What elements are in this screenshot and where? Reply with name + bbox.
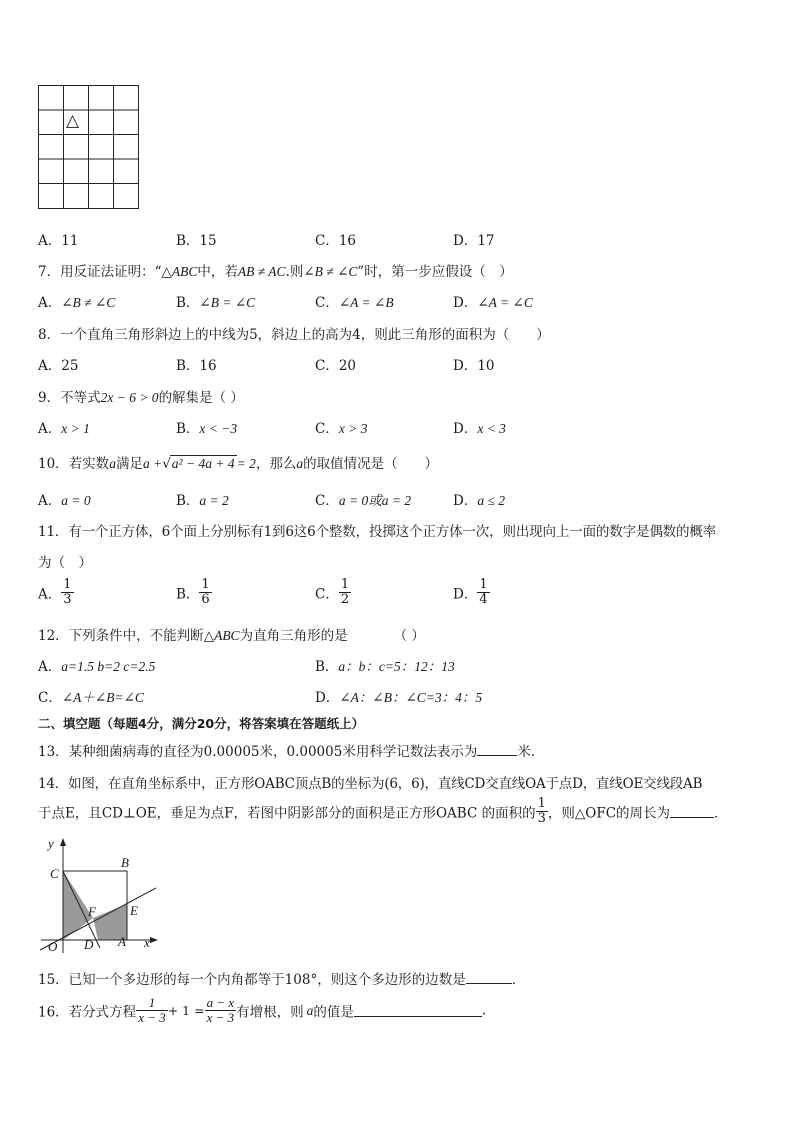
q15-stem: 15．已知一个多边形的每一个内角都等于108°，则这个多边形的边数是 ． bbox=[38, 972, 526, 988]
q6-option-a[interactable]: A．11 bbox=[38, 233, 79, 249]
label-a: A bbox=[118, 934, 126, 949]
q10-option-c[interactable]: C．a = 0或a = 2 bbox=[315, 493, 412, 509]
label-x: x bbox=[144, 935, 150, 950]
q12-option-a[interactable]: A．a=1.5 b=2 c=2.5 bbox=[38, 659, 156, 675]
q14-line1: 14．如图，在直角坐标系中，正方形OABC顶点B的坐标为(6，6)，直线CD交直线OA于点D，直线OE交线段AB bbox=[38, 776, 703, 792]
q6-option-c[interactable]: C．16 bbox=[315, 233, 357, 249]
q16-answer-blank[interactable] bbox=[354, 1004, 482, 1017]
q11-option-d[interactable]: D． $\frac{1}{4}$ bbox=[453, 577, 488, 607]
q14-answer-blank[interactable] bbox=[670, 805, 714, 818]
label-e: E bbox=[130, 903, 138, 918]
q13-answer-blank[interactable] bbox=[477, 743, 517, 756]
q9-option-c[interactable]: C．x > 3 bbox=[315, 421, 368, 437]
label-y: y bbox=[48, 836, 54, 851]
q11-stem-line1: 11．有一个正方体，6个面上分别标有1到6这6个整数，投掷这个正方体一次，则出现向上一面的数字是偶数的概率 bbox=[38, 524, 717, 540]
q8-option-a[interactable]: A．25 bbox=[38, 358, 79, 374]
q11-option-b[interactable]: B． $\frac{1}{6}$ bbox=[176, 577, 210, 607]
q8-option-b[interactable]: B．16 bbox=[176, 358, 217, 374]
q9-stem: 9．不等式2x − 6 > 0的解集是（ ） bbox=[38, 390, 244, 406]
q7-option-c[interactable]: C．∠A = ∠B bbox=[315, 295, 394, 311]
q12-option-d[interactable]: D．∠A：∠B：∠C=3：4：5 bbox=[315, 690, 483, 706]
label-o: O bbox=[48, 939, 58, 954]
q11-stem-line2: 为（ ） bbox=[38, 555, 92, 571]
q15-answer-blank[interactable] bbox=[466, 971, 512, 984]
q11-option-c[interactable]: C． $\frac{1}{2}$ bbox=[315, 577, 350, 607]
q12-option-c[interactable]: C．∠A＋∠B=∠C bbox=[38, 690, 144, 706]
q7-stem: 7．用反证法证明：“△ABC中，若AB ≠ AC.则∠B ≠ ∠C”时，第一步应假设（ ） bbox=[38, 264, 513, 280]
q11-option-a[interactable]: A． $\frac{1}{3}$ bbox=[38, 577, 72, 607]
q14-line2: 于点E，且CD⊥OE，垂足为点F，若图中阴影部分的面积是正方形OABC 的面积的 $\frac{1}{3}$ ，则△OFC的周长为 ． bbox=[38, 796, 728, 826]
q13-stem: 13．某种细菌病毒的直径为0.00005米，0.00005米用科学记数法表示为 米． bbox=[38, 744, 545, 760]
q10-option-d[interactable]: D．a ≤ 2 bbox=[453, 493, 505, 509]
q8-option-d[interactable]: D．10 bbox=[453, 358, 495, 374]
triangle-mark: △ bbox=[66, 111, 80, 131]
q9-option-d[interactable]: D．x < 3 bbox=[453, 421, 506, 437]
section-title: 二、填空题（每题4分，满分20分，将答案填在答题纸上） bbox=[38, 716, 365, 731]
label-f: F bbox=[88, 904, 96, 919]
q10-option-a[interactable]: A．a = 0 bbox=[38, 493, 91, 509]
q12-option-b[interactable]: B．a：b：c=5：12：13 bbox=[315, 659, 455, 675]
q6-option-b[interactable]: B．15 bbox=[176, 233, 217, 249]
label-b: B bbox=[121, 855, 129, 870]
q7-option-b[interactable]: B．∠B = ∠C bbox=[176, 295, 256, 311]
q7-option-a[interactable]: A．∠B ≠ ∠C bbox=[38, 295, 116, 311]
q16-stem: 16．若分式方程 $\frac{1}{x - 3}$ + 1 = $\frac{a - x}{x - 3}$ 有增根，则 a的值是 . bbox=[38, 995, 487, 1025]
q8-option-c[interactable]: C．20 bbox=[315, 358, 357, 374]
q8-stem: 8．一个直角三角形斜边上的中线为5，斜边上的高为4，则此三角形的面积为（ ） bbox=[38, 327, 550, 343]
q12-stem: 12．下列条件中，不能判断△ABC为直角三角形的是 （ ） bbox=[38, 628, 425, 644]
q7-option-d[interactable]: D．∠A = ∠C bbox=[453, 295, 533, 311]
q10-option-b[interactable]: B．a = 2 bbox=[176, 493, 229, 509]
grid-figure bbox=[38, 85, 140, 214]
q10-stem: 10．若实数a满足a +√a² − 4a + 4 = 2，那么a的取值情况是（ ） bbox=[38, 456, 439, 472]
q9-option-a[interactable]: A．x > 1 bbox=[38, 421, 90, 437]
coordinate-figure bbox=[36, 836, 166, 954]
q6-option-d[interactable]: D．17 bbox=[453, 233, 495, 249]
label-d: D bbox=[84, 937, 94, 952]
q9-option-b[interactable]: B．x < −3 bbox=[176, 421, 238, 437]
label-c: C bbox=[50, 866, 59, 881]
